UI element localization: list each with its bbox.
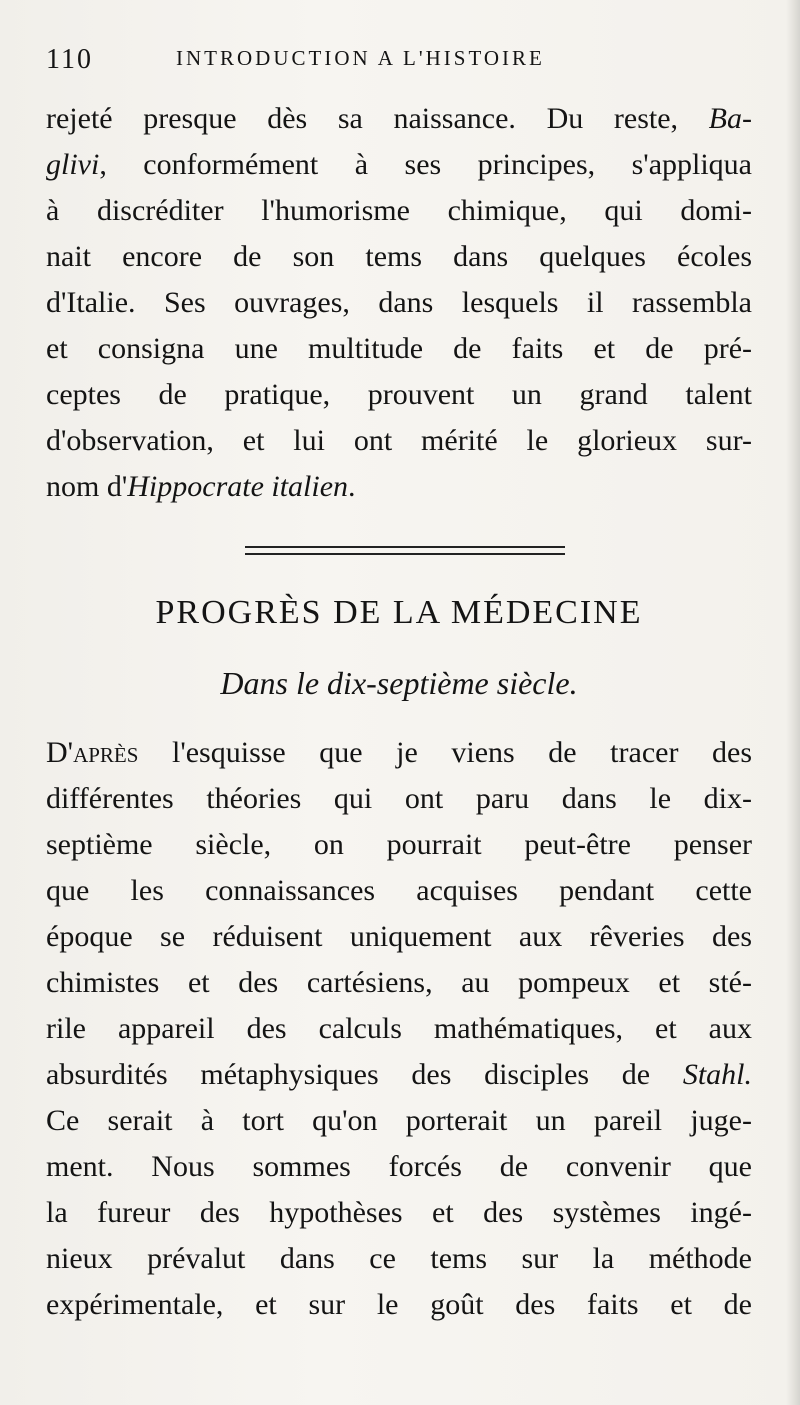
text-line: rejeté presque dès sa naissance. Du reste, Ba- xyxy=(46,102,752,135)
text-line: rile appareil des calculs mathématiques, et aux xyxy=(46,1012,752,1045)
text-line: différentes théories qui ont paru dans le dix- xyxy=(46,782,752,815)
running-title: INTRODUCTION A L'HISTOIRE xyxy=(176,46,545,70)
text-line: glivi, conformément à ses principes, s'appliqua xyxy=(46,148,752,181)
page-edge-shadow xyxy=(786,0,800,1405)
text-line: Ce serait à tort qu'on porterait un pareil juge- xyxy=(46,1104,752,1137)
text-line: nom d'Hippocrate italien. xyxy=(46,470,356,503)
paragraph-2 xyxy=(46,730,752,1328)
running-head xyxy=(46,40,746,80)
text-line: ment. Nous sommes forcés de convenir que xyxy=(46,1150,752,1183)
text-line: nieux prévalut dans ce tems sur la méthode xyxy=(46,1242,752,1275)
text-line: à discréditer l'humorisme chimique, qui domi- xyxy=(46,194,752,227)
section-title: PROGRÈS DE LA MÉDECINE xyxy=(155,594,643,631)
text-line: époque se réduisent uniquement aux rêveries des xyxy=(46,920,752,953)
text-line: absurdités métaphysiques des disciples de Stahl. xyxy=(46,1058,752,1091)
text-line: et consigna une multitude de faits et de pré- xyxy=(46,332,752,365)
text-line: d'observation, et lui ont mérité le glorieux sur- xyxy=(46,424,752,457)
dropcap-word: D'après xyxy=(46,736,139,769)
section-divider xyxy=(245,546,565,555)
text-line: la fureur des hypothèses et des systèmes ingé- xyxy=(46,1196,752,1229)
page-number: 110 xyxy=(46,44,93,75)
text-line: que les connaissances acquises pendant cette xyxy=(46,874,752,907)
text-line: chimistes et des cartésiens, au pompeux et sté- xyxy=(46,966,752,999)
text-line: expérimentale, et sur le goût des faits et de xyxy=(46,1288,752,1321)
text-line: D'après l'esquisse que je viens de tracer des xyxy=(46,736,752,769)
text-line: d'Italie. Ses ouvrages, dans lesquels il rassembla xyxy=(46,286,752,319)
paragraph-1 xyxy=(46,96,752,510)
text-line: nait encore de son tems dans quelques écoles xyxy=(46,240,752,273)
text-line: ceptes de pratique, prouvent un grand talent xyxy=(46,378,752,411)
text-line: septième siècle, on pourrait peut-être penser xyxy=(46,828,752,861)
section-subtitle: Dans le dix-septième siècle. xyxy=(220,665,578,701)
